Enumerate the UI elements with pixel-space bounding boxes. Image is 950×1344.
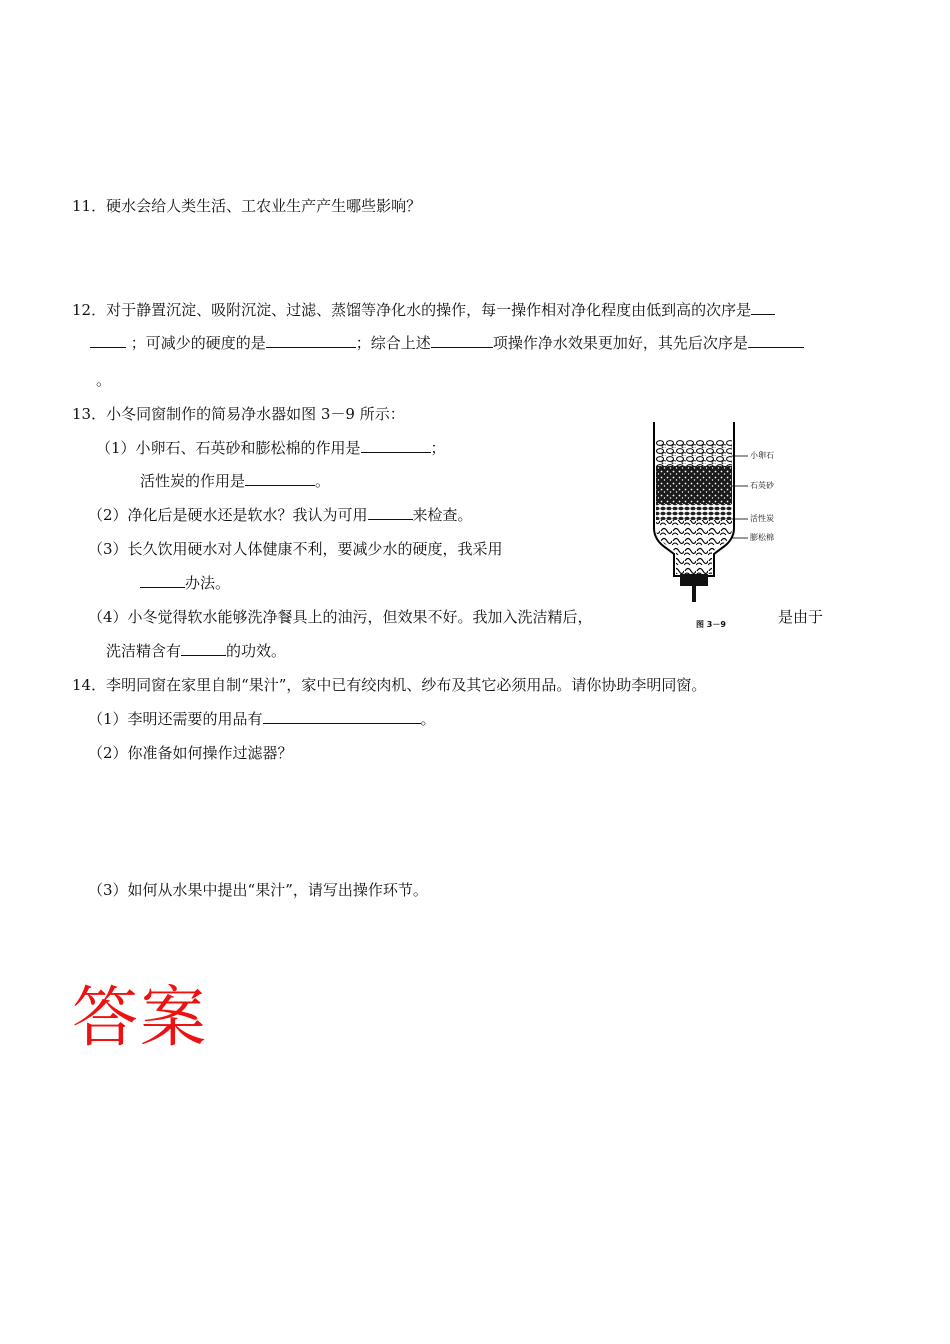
pebble-layer [656, 440, 732, 466]
water-purifier-diagram [636, 416, 786, 634]
answer-blank[interactable] [361, 438, 431, 453]
question-12-text: ；可减少的硬度的是 [130, 334, 266, 352]
sand-layer [656, 466, 732, 504]
question-14-text: （2）你准备如何操作过滤器？ [88, 744, 293, 762]
figure-label-pebbles: 小卵石 [750, 451, 774, 460]
figure-label-cotton: 膨松棉 [750, 533, 774, 542]
question-11 [72, 196, 421, 216]
question-14-stem [72, 675, 706, 695]
water-purifier-figure [636, 416, 786, 634]
question-14-part-2 [88, 743, 293, 763]
question-11-text: 11．硬水会给人类生活、工农业生产产生哪些影响？ [72, 197, 422, 215]
question-13-text: ； [430, 439, 446, 457]
figure-caption: 图 3－9 [696, 620, 726, 629]
question-13-part-4 [88, 607, 593, 627]
answer-blank[interactable] [140, 573, 185, 588]
question-14-text: 。 [420, 710, 436, 728]
answer-blank[interactable] [90, 333, 126, 348]
answer-heading: 答案 [72, 979, 208, 1056]
question-13-text: 13．小冬同窗制作的简易净水器如图 3－9 所示： [72, 405, 405, 423]
figure-label-carbon: 活性炭 [750, 514, 774, 523]
question-13-text: （4）小冬觉得软水能够洗净餐具上的油污，但效果不好。我加入洗洁精后， [88, 608, 593, 626]
question-13-part-4b [106, 641, 286, 661]
question-12-text: 。 [96, 371, 112, 389]
answer-blank[interactable] [263, 709, 421, 724]
question-12-line-1 [72, 300, 775, 320]
question-14-text: （3）如何从水果中提出“果汁”，请写出操作环节。 [88, 881, 428, 899]
question-13-text: 活性炭的作用是 [140, 472, 246, 490]
answer-blank[interactable] [181, 641, 226, 656]
carbon-layer [656, 504, 732, 520]
question-13-text: （3）长久饮用硬水对人体健康不利，要减少水的硬度，我采用 [88, 540, 503, 558]
question-12-text: ；综合上述 [355, 334, 431, 352]
question-12-text: 12．对于静置沉淀、吸附沉淀、过滤、蒸馏等净化水的操作，每一操作相对净化程度由低到高的次序是 [72, 301, 752, 319]
answer-blank[interactable] [751, 300, 775, 315]
question-12-line-2 [90, 333, 804, 353]
answer-blank[interactable] [368, 505, 413, 520]
question-13-part-2 [88, 505, 473, 525]
answer-blank[interactable] [748, 333, 804, 348]
question-12-text: 项操作净水效果更加好，其先后次序是 [492, 334, 748, 352]
outlet-tube [692, 586, 696, 602]
answer-blank[interactable] [266, 333, 356, 348]
question-13-text: （2）净化后是硬水还是软水？我认为可用 [88, 506, 368, 524]
answer-blank[interactable] [431, 333, 493, 348]
cotton-layer [656, 520, 732, 574]
question-13-part-1 [96, 438, 446, 458]
question-13-text: 办法。 [185, 574, 231, 592]
question-13-text: （1）小卵石、石英砂和膨松棉的作用是 [96, 439, 361, 457]
question-13-stem [72, 404, 405, 424]
question-13-text: 洗洁精含有 [106, 642, 182, 660]
answer-blank[interactable] [245, 471, 315, 486]
question-14-text: 14．李明同窗在家里自制“果汁”，家中已有绞肉机、纱布及其它必须用品。请你协助李明同窗。 [72, 676, 707, 694]
question-14-part-1 [88, 709, 436, 729]
figure-label-sand: 石英砂 [750, 481, 774, 490]
question-13-part-3 [88, 539, 503, 559]
outlet [680, 574, 708, 586]
question-13-text: 。 [315, 472, 331, 490]
question-14-part-3 [88, 880, 428, 900]
question-13-part-3b [140, 573, 230, 593]
question-13-text: 的功效。 [226, 642, 287, 660]
question-14-text: （1）李明还需要的用品有 [88, 710, 263, 728]
question-13-text: 是由于 [778, 608, 824, 626]
question-13-part-1b [140, 471, 330, 491]
question-13-text: 来检查。 [412, 506, 473, 524]
question-12-line-3 [96, 370, 111, 390]
